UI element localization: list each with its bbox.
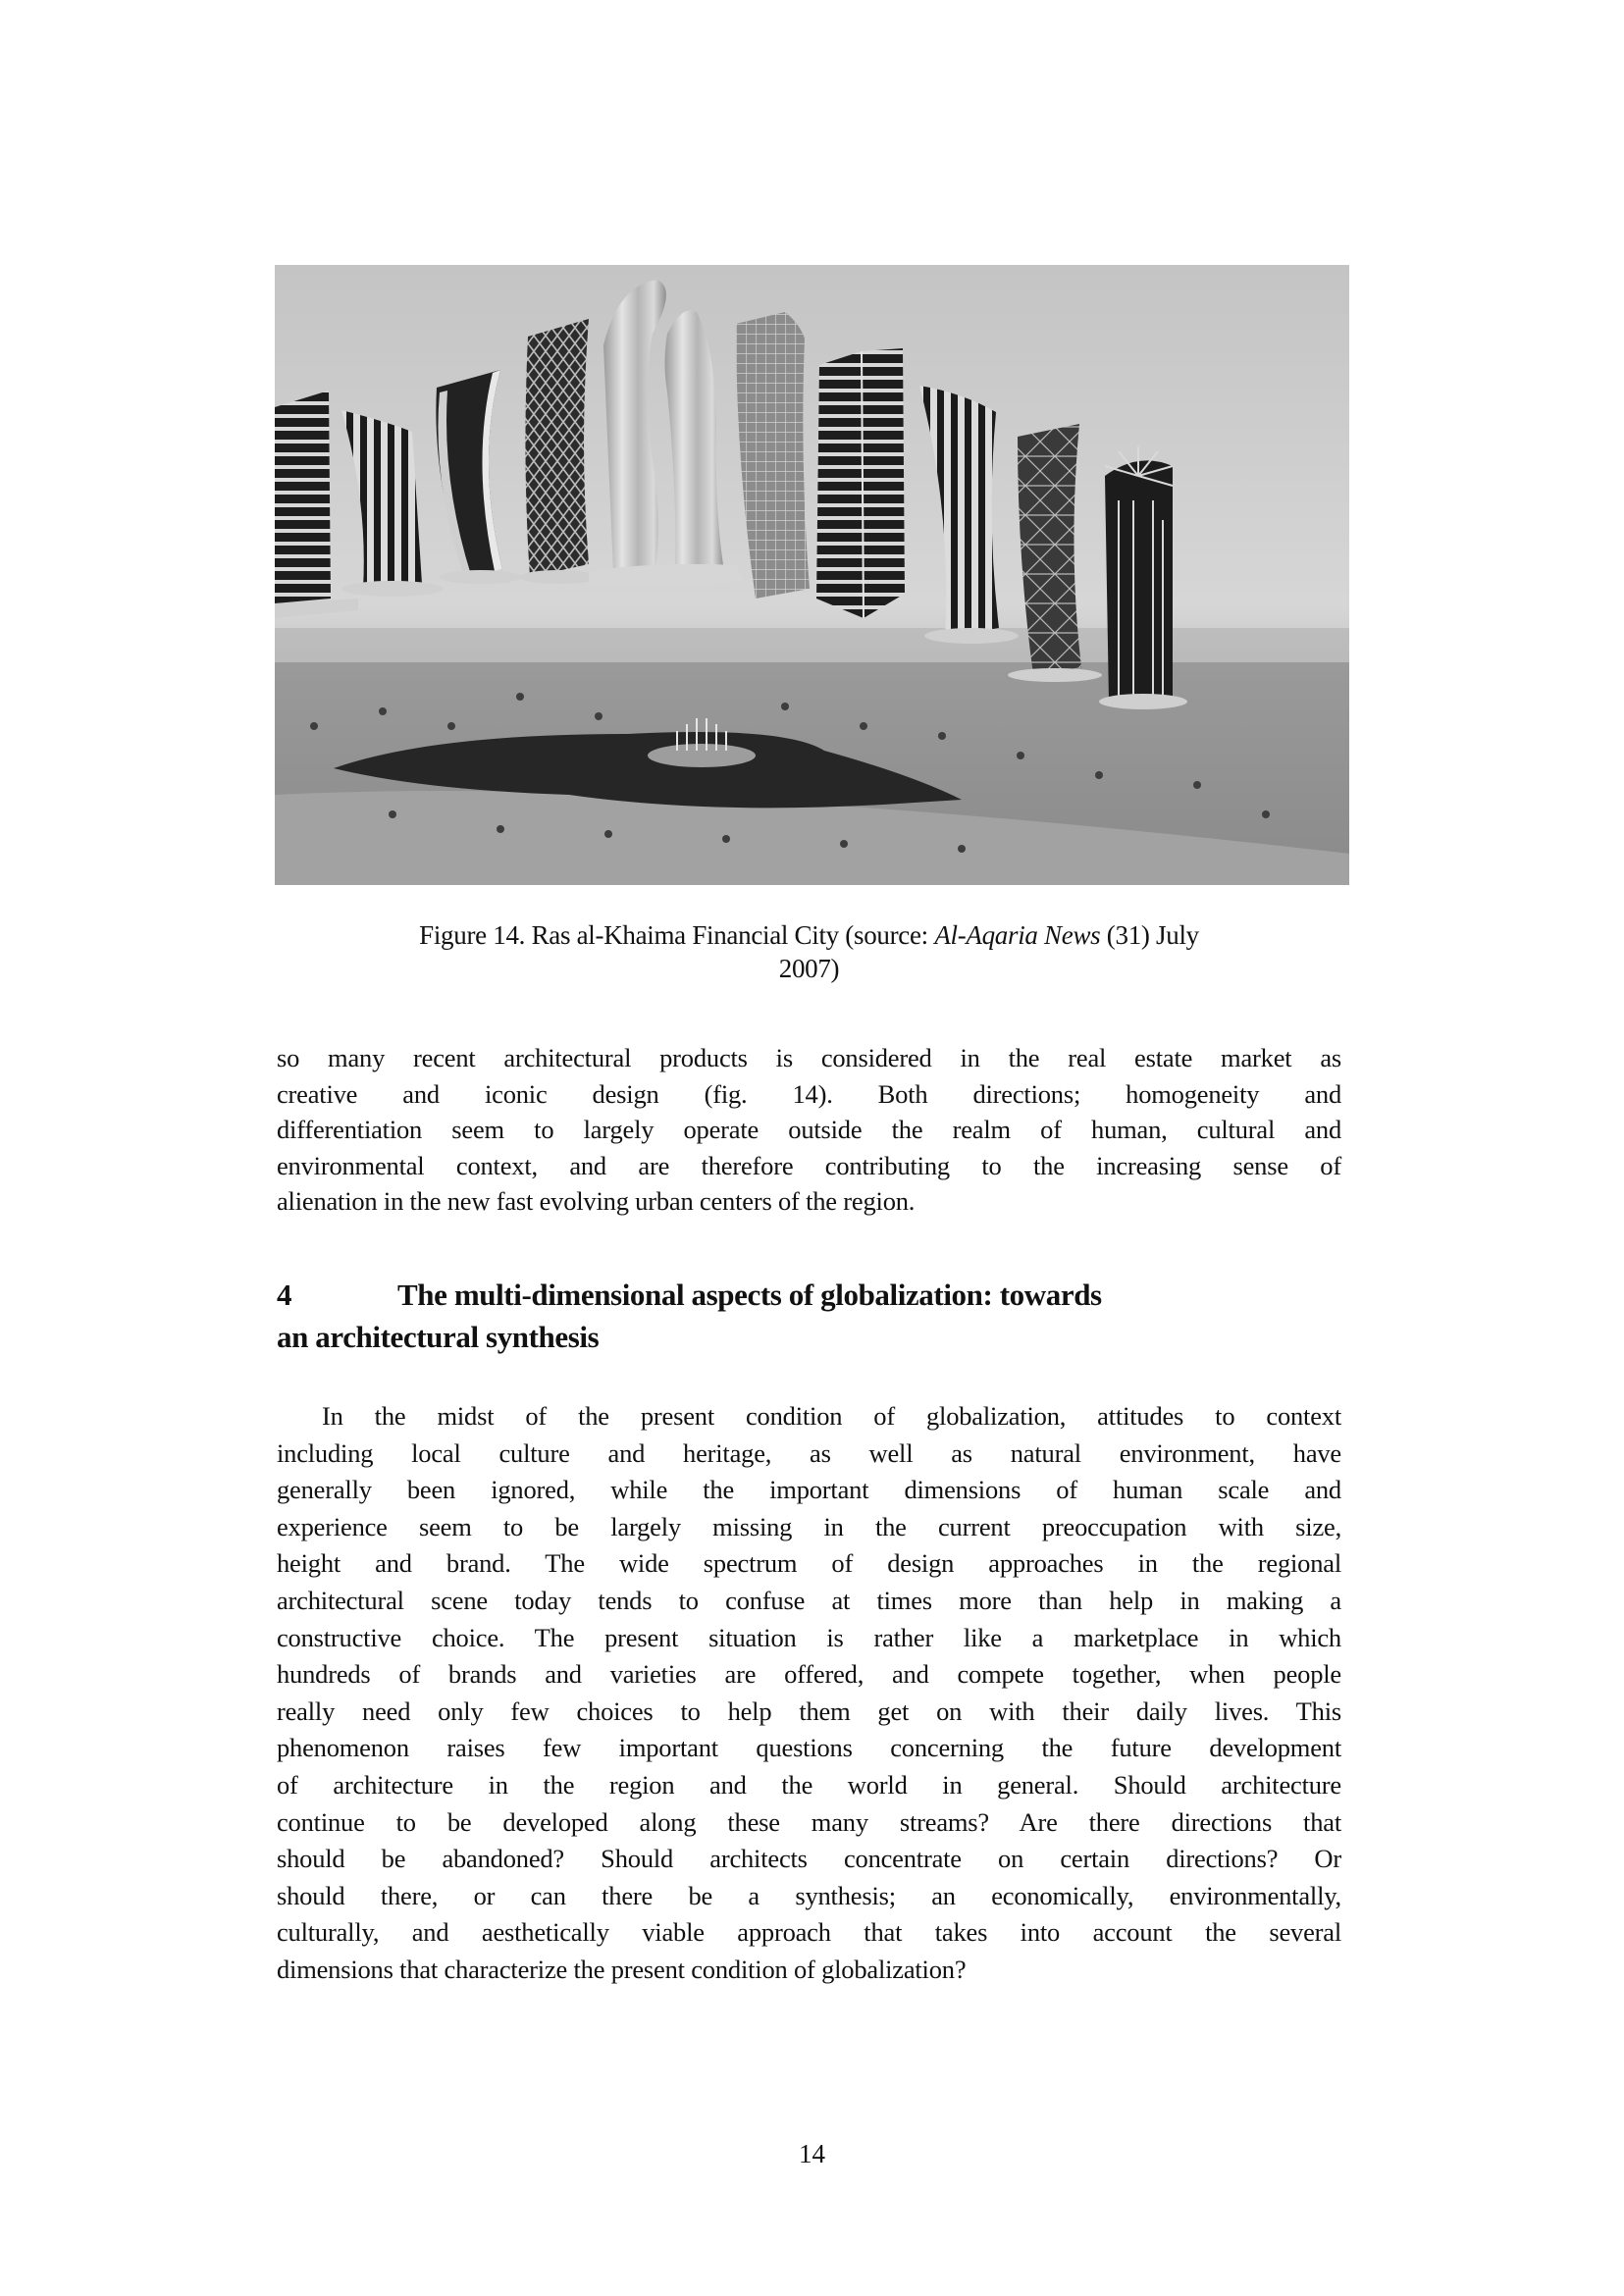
text-line: so many recent architectural products is considered in the real estate market as bbox=[277, 1043, 1341, 1072]
text-line: culturally, and aesthetically viable approach that takes into account the several bbox=[277, 1917, 1341, 1948]
text-line: constructive choice. The present situation is rather like a marketplace in which bbox=[277, 1622, 1341, 1652]
figure-caption bbox=[277, 918, 1341, 985]
section-heading bbox=[277, 1274, 1341, 1358]
distant-hills bbox=[275, 628, 1349, 667]
caption-text: Figure 14. Ras al-Khaima Financial City (source: bbox=[419, 920, 935, 950]
text-line: continue to be developed along these many streams? Are there directions that bbox=[277, 1806, 1341, 1837]
paragraph-continuation bbox=[277, 1040, 1341, 1220]
fountain-island bbox=[648, 744, 756, 767]
text-line: hundreds of brands and varieties are offered, and compete together, when people bbox=[277, 1659, 1341, 1690]
text-line: really need only few choices to help them get on with their daily lives. This bbox=[277, 1696, 1341, 1726]
section-title-line1: The multi-dimensional aspects of globalization: towards bbox=[397, 1278, 1102, 1312]
skyline-illustration bbox=[275, 265, 1349, 885]
text-line: environmental context, and are therefore contributing to the increasing sense of bbox=[277, 1150, 1341, 1180]
text-line: height and brand. The wide spectrum of design approaches in the regional bbox=[277, 1548, 1341, 1579]
section-title-line2: an architectural synthesis bbox=[277, 1320, 600, 1354]
text-line: differentiation seem to largely operate outside the realm of human, cultural and bbox=[277, 1115, 1341, 1144]
figure-14-image bbox=[275, 265, 1349, 885]
text-line: creative and iconic design (fig. 14). Both directions; homogeneity and bbox=[277, 1078, 1341, 1109]
page-number: 14 bbox=[799, 2139, 825, 2168]
caption-year: 2007) bbox=[778, 954, 840, 983]
caption-text-end: (31) July bbox=[1100, 920, 1199, 950]
text-line: alienation in the new fast evolving urban centers of the region. bbox=[277, 1186, 916, 1216]
caption-source-title: Al-Aqaria News bbox=[934, 920, 1101, 950]
text-line: should there, or can there be a synthesis; an economically, environmentally, bbox=[277, 1880, 1341, 1910]
text-line: dimensions that characterize the present condition of globalization? bbox=[277, 1954, 967, 1984]
text-line: should be abandoned? Should architects concentrate on certain directions? Or bbox=[277, 1844, 1341, 1874]
text-line: including local culture and heritage, as well as natural environment, have bbox=[277, 1437, 1341, 1468]
text-line: generally been ignored, while the important dimensions of human scale and bbox=[277, 1475, 1341, 1505]
text-line: experience seem to be largely missing in the current preoccupation with size, bbox=[277, 1511, 1341, 1541]
text-line: phenomenon raises few important questions concerning the future development bbox=[277, 1733, 1341, 1763]
section-number: 4 bbox=[277, 1278, 292, 1312]
tower-7-horizontal-bands bbox=[816, 348, 905, 618]
text-line: architectural scene today tends to confuse at times more than help in making a bbox=[277, 1585, 1341, 1615]
text-line: of architecture in the region and the world in general. Should architecture bbox=[277, 1769, 1341, 1800]
text-line-content: In the midst of the present condition of globalization, attitudes to context bbox=[322, 1401, 1341, 1431]
text-line-first bbox=[277, 1398, 1341, 1435]
paragraph-body bbox=[277, 1398, 1341, 1989]
